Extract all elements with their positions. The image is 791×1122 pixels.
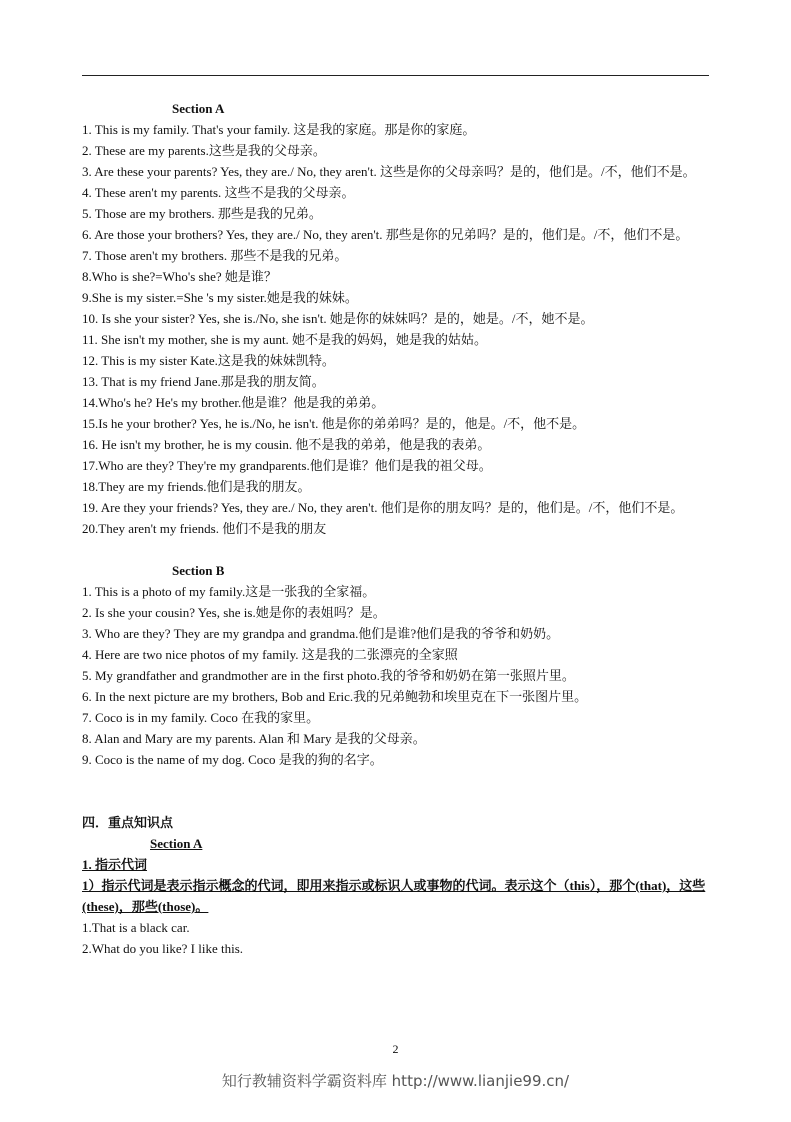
list-item: 9. Coco is the name of my dog. Coco 是我的狗的名字。: [82, 752, 383, 767]
list-item: 13. That is my friend Jane.那是我的朋友简。: [82, 374, 325, 389]
list-item: 2. These are my parents.这些是我的父母亲。: [82, 143, 326, 158]
topic-heading: 1. 指示代词: [82, 857, 148, 872]
list-item: 16. He isn't my brother, he is my cousin. 他不是我的弟弟，他是我的表弟。: [82, 437, 491, 452]
document-body: [82, 98, 710, 959]
list-item: 1. This is a photo of my family.这是一张我的全家福。: [82, 584, 376, 599]
list-item: 8. Alan and Mary are my parents. Alan 和 Mary 是我的父母亲。: [82, 731, 426, 746]
page-number: 2: [392, 1042, 399, 1056]
list-item: 2. Is she your cousin? Yes, she is.她是你的表姐吗？是。: [82, 605, 386, 620]
list-item: 14.Who's he? He's my brother.他是谁？他是我的弟弟。: [82, 395, 385, 410]
section-a-list: [82, 119, 710, 539]
example-item: 1.That is a black car.: [82, 920, 190, 935]
list-item: 5. Those are my brothers. 那些是我的兄弟。: [82, 206, 322, 221]
list-item: 1. This is my family. That's your family. 这是我的家庭。那是你的家庭。: [82, 122, 476, 137]
list-item: 3. Are these your parents? Yes, they are./ No, they aren't. 这些是你的父母亲吗？是的，他们是。/不，他们不是。: [82, 164, 696, 179]
definition-text: 1）指示代词是表示指示概念的代词，即用来指示或标识人或事物的代词。表示这个（this），那个(that)，这些(these)，那些(those)。: [82, 878, 706, 914]
list-item: 6. In the next picture are my brothers, Bob and Eric.我的兄弟鲍勃和埃里克在下一张图片里。: [82, 689, 588, 704]
list-item: 12. This is my sister Kate.这是我的妹妹凯特。: [82, 353, 335, 368]
section-b-list: [82, 581, 710, 770]
list-item: 4. These aren't my parents. 这些不是我的父母亲。: [82, 185, 355, 200]
list-item: 10. Is she your sister? Yes, she is./No, she isn't. 她是你的妹妹吗？是的，她是。/不，她不是。: [82, 311, 594, 326]
list-item: 7. Coco is in my family. Coco 在我的家里。: [82, 710, 320, 725]
header-rule: [82, 75, 709, 76]
footer-watermark: 知行教辅资料学霸资料库 http://www.lianjie99.cn/: [221, 1072, 570, 1090]
list-item: 9.She is my sister.=She 's my sister.她是我的妹妹。: [82, 290, 358, 305]
part-four-section-heading: Section A: [150, 836, 203, 851]
list-item: 11. She isn't my mother, she is my aunt. 她不是我的妈妈，她是我的姑姑。: [82, 332, 488, 347]
list-item: 20.They aren't my friends. 他们不是我的朋友: [82, 521, 327, 536]
part-four-heading: 四．重点知识点: [82, 815, 174, 830]
list-item: 17.Who are they? They're my grandparents.他们是谁？他们是我的祖父母。: [82, 458, 492, 473]
list-item: 18.They are my friends.他们是我的朋友。: [82, 479, 311, 494]
list-item: 6. Are those your brothers? Yes, they are./ No, they aren't. 那些是你的兄弟吗？是的，他们是。/不，他们不是。: [82, 227, 689, 242]
list-item: 4. Here are two nice photos of my family. 这是我的二张漂亮的全家照: [82, 647, 458, 662]
list-item: 7. Those aren't my brothers. 那些不是我的兄弟。: [82, 248, 348, 263]
list-item: 3. Who are they? They are my grandpa and grandma.他们是谁?他们是我的爷爷和奶奶。: [82, 626, 560, 641]
section-b-heading: Section B: [172, 563, 225, 578]
section-a-heading: Section A: [172, 101, 225, 116]
list-item: 15.Is he your brother? Yes, he is./No, he isn't. 他是你的弟弟吗？是的，他是。/不，他不是。: [82, 416, 586, 431]
example-item: 2.What do you like? I like this.: [82, 941, 244, 956]
list-item: 8.Who is she?=Who's she? 她是谁？: [82, 269, 277, 284]
list-item: 5. My grandfather and grandmother are in the first photo.我的爷爷和奶奶在第一张照片里。: [82, 668, 575, 683]
list-item: 19. Are they your friends? Yes, they are./ No, they aren't. 他们是你的朋友吗？是的，他们是。/不，他们不是。: [82, 500, 684, 515]
